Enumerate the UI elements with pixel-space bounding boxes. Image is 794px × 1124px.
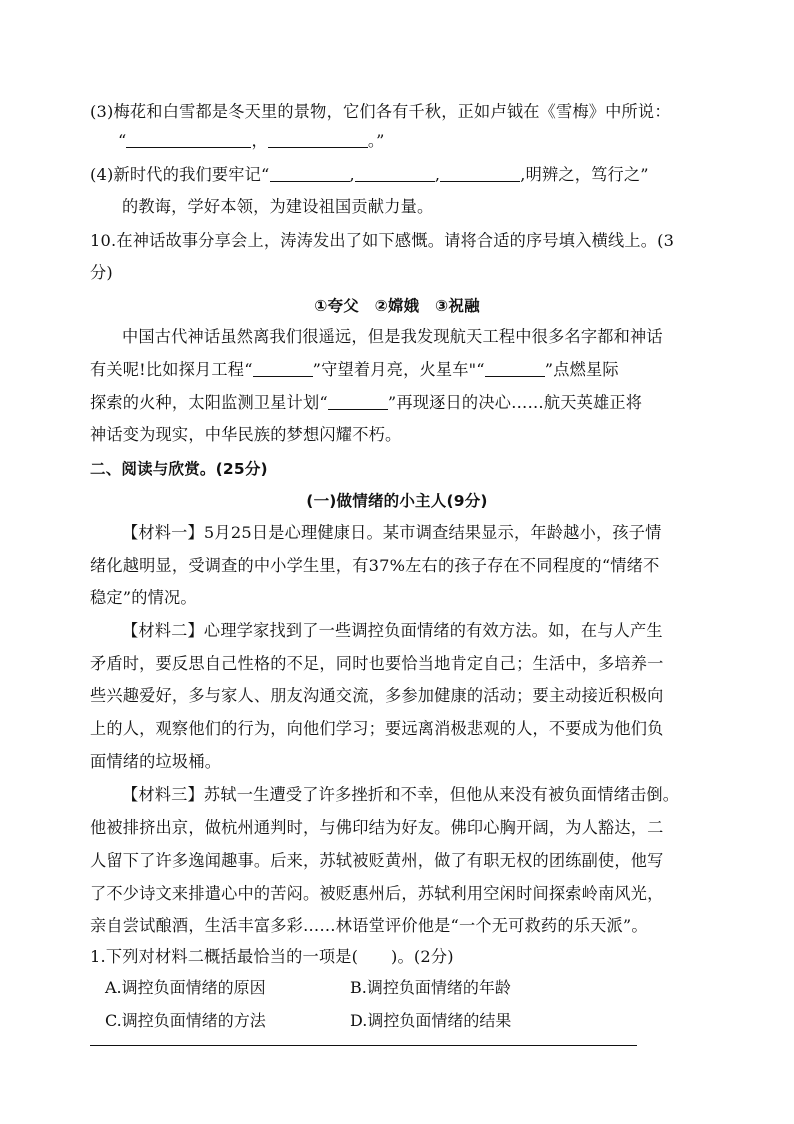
- material3-line3: 人留下了许多逸闻趣事。后来，苏轼被贬黄州，做了有职无权的团练副使，他写: [90, 851, 664, 870]
- section2-subheading: (一)做情绪的小主人(9分): [306, 492, 488, 510]
- q10-para-line4: 神话变为现实，中华民族的梦想闪耀不朽。: [90, 425, 402, 444]
- material3-line5: 亲自尝试酿酒，生活丰富多彩……林语堂评价他是“一个无可救药的乐天派”。: [90, 916, 648, 935]
- answer-blank[interactable]: [485, 360, 545, 377]
- option-d[interactable]: D.调控负面情绪的结果: [350, 1011, 512, 1030]
- q10-para-line3: 探索的火种，太阳监测卫星计划“ ”再现逐日的决心……航天英雄正将: [90, 393, 643, 412]
- bottom-divider: [90, 1045, 637, 1046]
- material2-line4: 上的人，观察他们的行为，向他们学习；要远离消极悲观的人，不要成为他们负: [90, 719, 664, 738]
- answer-blank[interactable]: [126, 131, 251, 148]
- material1-line2: 绪化越明显，受调查的中小学生里，有37%左右的孩子存在不同程度的“情绪不: [90, 556, 660, 575]
- answer-blank[interactable]: [440, 165, 520, 182]
- q10-stem-line2: 分): [90, 263, 113, 282]
- q9-item3-line1: (3)梅花和白雪都是冬天里的景物，它们各有千秋，正如卢钺在《雪梅》中所说：: [90, 102, 671, 121]
- material1-line1: 【材料一】5月25日是心理健康日。某市调查结果显示，年龄越小，孩子情: [122, 523, 662, 542]
- option-c[interactable]: C.调控负面情绪的方法: [105, 1011, 266, 1030]
- answer-blank[interactable]: [270, 165, 350, 182]
- material3-line4: 了不少诗文来排遣心中的苦闷。被贬惠州后，苏轼利用空闲时间探索岭南风光，: [90, 884, 664, 903]
- q9-item4-line1: (4)新时代的我们要牢记“ , , ,明辨之，笃行之”: [90, 165, 649, 184]
- q9-item3-line2: “ ， 。”: [118, 131, 385, 150]
- material1-line3: 稳定”的情况。: [90, 588, 197, 607]
- material3-line1: 【材料三】苏轼一生遭受了许多挫折和不幸，但他从来没有被负面情绪击倒。: [122, 785, 680, 804]
- material2-line1: 【材料二】心理学家找到了一些调控负面情绪的有效方法。如，在与人产生: [122, 621, 663, 640]
- question1-stem: 1.下列对材料二概括最恰当的一项是( )。(2分): [90, 947, 454, 966]
- option-b[interactable]: B.调控负面情绪的年龄: [350, 978, 511, 997]
- material2-line5: 面情绪的垃圾桶。: [90, 752, 222, 771]
- material2-line2: 矛盾时，要反思自己性格的不足，同时也要恰当地肯定自己；生活中，多培养一: [90, 654, 664, 673]
- material3-line2: 他被排挤出京，做杭州通判时，与佛印结为好友。佛印心胸开阔，为人豁达，二: [90, 818, 664, 837]
- material2-line3: 些兴趣爱好，多与家人、朋友沟通交流，多参加健康的活动；要主动接近积极向: [90, 686, 664, 705]
- answer-blank[interactable]: [253, 360, 313, 377]
- option-a[interactable]: A.调控负面情绪的原因: [105, 978, 266, 997]
- q9-item4-line2: 的教诲，学好本领，为建设祖国贡献力量。: [122, 197, 434, 216]
- q10-options: ①夸父 ②嫦娥 ③祝融: [314, 297, 480, 315]
- q10-para-line1: 中国古代神话虽然离我们很遥远，但是我发现航天工程中很多名字都和神话: [122, 327, 663, 346]
- answer-blank[interactable]: [355, 165, 435, 182]
- section2-heading: 二、阅读与欣赏。(25分): [90, 460, 268, 478]
- answer-blank[interactable]: [268, 131, 368, 148]
- q10-stem-line1: 10.在神话故事分享会上，涛涛发出了如下感慨。请将合适的序号填入横线上。(3: [90, 231, 675, 250]
- q10-para-line2: 有关呢!比如探月工程“ ”守望着月亮，火星车"“ ”点燃星际: [90, 360, 619, 379]
- answer-blank[interactable]: [328, 393, 388, 410]
